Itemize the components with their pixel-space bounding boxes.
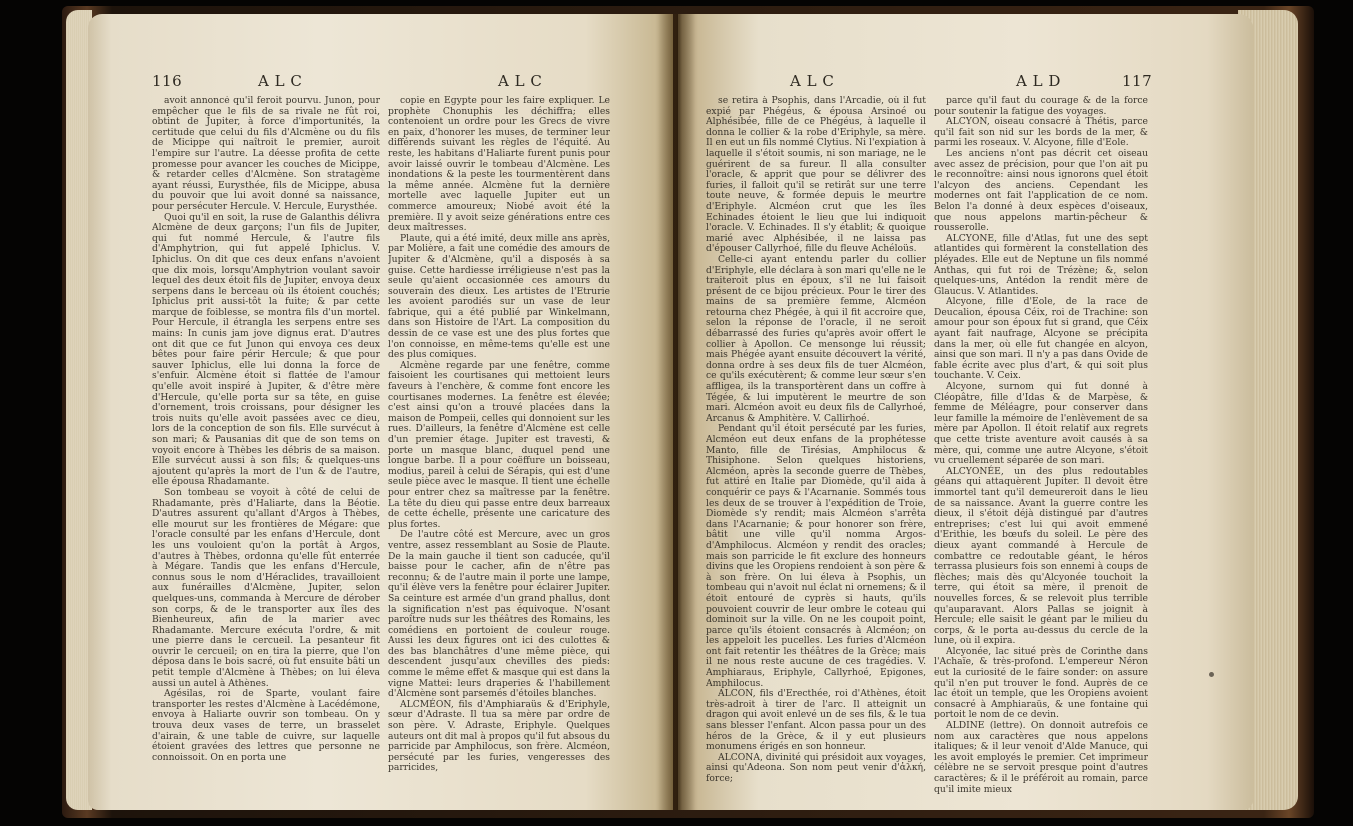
right-column-2 bbox=[934, 96, 1148, 796]
paragraph: Alcyone, fille d'Eole, de la race de Deucalion, épousa Céix, roi de Trachine: son amour pour son époux fut si grand, que Céix ayant fait naufrage, Alcyone se précipita dans la mer, où elle fut changée en alcyon, ainsi que son mari. Il n'y a pas dans Ovide de fable écrite avec plus d'art, & qui soit plus touchante. V. Ceix. bbox=[934, 296, 1148, 382]
paragraph: ALDINE (lettre). On donnoit autrefois ce nom aux caractères que nous appelons italiques; & il leur venoit d'Alde Manuce, qui les avoit employés le premier. Cet imprimeur célèbre ne se servoit presque point d'autres caractères; & il le préféroit au romain, parce qu'il imite mieux bbox=[934, 720, 1148, 795]
paragraph: parce qu'il faut du courage & de la force pour soutenir la fatigue des voyages. bbox=[934, 96, 1148, 117]
paragraph: Son tombeau se voyoit à côté de celui de Rhadamante, près d'Haliarte, dans la Béotie. D'autres assurent qu'allant d'Argos à Thèbes, elle mourut sur les frontières de Mégare: que l'oracle consulté par les enfans d'Hercule, dont les uns vouloient qu'on la portât à Argos, d'autres à Thèbes, ordonna qu'elle fût enterrée à Mégare. Tandis que les enfans d'Hercule, connus sous le nom d'Héraclides, travailloient aux funérailles d'Alcmène, Jupiter, selon quelques-uns, commanda à Mercure de dérober son corps, & de le transporter aux îles des Bienheureux, afin de la marier avec Rhadamante. Mercure exécuta l'ordre, & mit une pierre dans le cercueil. La pesanteur fit ouvrir le cercueil; on en tira la pierre, que l'on déposa dans le bois sacré, où fut ensuite bâti un petit temple d'Alcmène à Thèbes; on lui éleva aussi un autel à Athènes. bbox=[152, 486, 380, 689]
paragraph: ALCYON, oiseau consacré à Thétis, parce qu'il fait son nid sur les bords de la mer, & parmi les roseaux. V. Alcyone, fille d'Eole. bbox=[934, 116, 1148, 149]
right-running-head-1: A L C bbox=[790, 72, 835, 90]
right-page-number: 117 bbox=[1122, 72, 1153, 90]
left-running-head-1: A L C bbox=[258, 72, 303, 90]
paragraph: Pendant qu'il étoit persécuté par les furies, Alcméon eut deux enfans de la prophétesse Manto, fille de Tirésias, Amphilocus & Thisiphone. Selon quelques historiens, Alcméon, après la seconde guerre de Thèbes, fut attiré en Italie par Diomède, qu'il aida à conquérir ce pays & l'Acarnanie. Sommés tous les deux de se trouver à l'expédition de Troie, Diomède s'y rendit; mais Alcméon s'arrêta dans l'Acarnanie; & pour honorer son frère, bâtit une ville qu'il nomma Argos-d'Amphilocus. Alcméon y rendit des oracles; mais son parricide le fit exclure des honneurs divins que les Oropiens rendoient à son père & à son frère. On lui éleva à Psophis, un tombeau qui n'avoit nul éclat ni ornemens; & il étoit entouré de cyprès si hauts, qu'ils pouvoient couvrir de leur ombre le coteau qui dominoit sur la ville. On ne les coupoit point, parce qu'ils étoient consacrés à Alcméon; on les appeloit les pucelles. Les furies d'Alcméon ont fait retentir les théâtres de la Grèce; mais il ne nous reste aucune de ces tragédies. V. Amphiaraus, Eriphyle, Callyrhoé, Epigones, Amphilocus. bbox=[706, 423, 926, 689]
right-page bbox=[678, 14, 1253, 810]
paragraph: Plaute, qui a été imité, deux mille ans après, par Molière, a fait une comédie des amours de Jupiter & d'Alcmène, qu'il a disposés à sa guise. Cette hardiesse irréligieuse n'est pas la seule qu'aient occasionnée ces amours du souverain des dieux. Les artistes de l'Etrurie les avoient parodiés sur un vase de leur fabrique, qui a été publié par Winkelmann, dans son Histoire de l'Art. La composition du dessin de ce vase est une des plus fortes que l'on connoisse, en même-tems qu'elle est une des plus comiques. bbox=[388, 232, 610, 361]
paragraph: Celle-ci ayant entendu parler du collier d'Eriphyle, elle déclara à son mari qu'elle ne le traiteroit plus en époux, s'il ne lui faisoit présent de ce bijou précieux. Pour le tirer des mains de sa première femme, Alcméon retourna chez Phégée, à qui il fit accroire que, selon la réponse de l'oracle, il ne seroit débarrassé des furies qu'après avoir offert le collier à Apollon. Ce mensonge lui réussit; mais Phégée ayant ensuite découvert la vérité, donna ordre à ses deux fils de tuer Alcméon, ce qu'ils exécutèrent; & comme leur sœur s'en affligea, ils la transportèrent dans un coffre à Tégée, & lui imputèrent le meurtre de son mari. Alcméon avoit eu deux fils de Callyrhoé, Arcanus & Amphitère. V. Callirhoé. bbox=[706, 253, 926, 424]
page-speck bbox=[1209, 672, 1214, 677]
paragraph: Agésilas, roi de Sparte, voulant faire transporter les restes d'Alcmène à Lacédémone, envoya à Haliarte ouvrir son tombeau. On y trouva deux vases de terre, un brasselet d'airain, & une table de cuivre, sur laquelle étoient gravées des lettres que personne ne connoissoit. On en porta une bbox=[152, 688, 380, 763]
left-page bbox=[88, 14, 673, 810]
left-page-number: 116 bbox=[152, 72, 183, 90]
paragraph: ALCMÉON, fils d'Amphiaraüs & d'Eriphyle, sœur d'Adraste. Il tua sa mère par ordre de son père. V. Adraste, Eriphyle. Quelques auteurs ont dit mal à propos qu'il fut absous du parricide par Amphilocus, son frère. Alcméon, persécuté par les furies, vengeresses des parricides, bbox=[388, 698, 610, 774]
paragraph: ALCON, fils d'Erecthée, roi d'Athènes, étoit très-adroit à tirer de l'arc. Il atteignit un dragon qui avoit enlevé un de ses fils, & le tua sans blesser l'enfant. Alcon passa pour un des héros de la Grèce, & il y eut plusieurs monumens érigés en son honneur. bbox=[706, 688, 926, 753]
paragraph: copie en Egypte pour les faire expliquer. Le prophète Chonuphis les déchiffra; elles contenoient un ordre pour les Grecs de vivre en paix, d'honorer les muses, de terminer leur différends suivant les règles de l'équité. Au reste, les habitans d'Haliarte furent punis pour avoir laissé ouvrir le tombeau d'Alcmène. Les inondations & la peste les tourmentèrent dans la même année. Alcmène fut la dernière mortelle avec laquelle Jupiter eut un commerce amoureux; Niobé avoit été la première. Il y avoit seize générations entre ces deux maîtresses. bbox=[388, 96, 610, 234]
paragraph: ALCONA, divinité qui présidoit aux voyages, ainsi qu'Adeona. Son nom peut venir d'ἀλκή, force; bbox=[706, 751, 926, 784]
paragraph: ALCYONE, fille d'Atlas, fut une des sept atlantides qui formèrent la constellation des pléyades. Elle eut de Neptune un fils nommé Anthas, qui fut roi de Trézène; &, selon quelques-uns, Antédon la rendit mère de Glaucus. V. Atlantides. bbox=[934, 232, 1148, 297]
paragraph: Alcmène regarde par une fenêtre, comme faisoient les courtisanes qui mettoient leurs faveurs à l'enchère, & comme font encore les courtisanes modernes. La fenêtre est élevée; c'est ainsi qu'on a trouvé placées dans la maison de Pompeii, celles qui donnoient sur les rues. D'ailleurs, la fenêtre d'Alcmène est celle d'un premier étage. Jupiter est travesti, & porte un masque blanc, duquel pend une longue barbe. Il a pour coëffure un boisseau, modius, pareil à celui de Sérapis, qui est d'une seule pièce avec le masque. Il tient une échelle pour entrer chez sa maîtresse par la fenêtre. La tête du dieu qui passe entre deux barreaux de cette échelle, présente une caricature des plus fortes. bbox=[388, 359, 610, 530]
paragraph: ALCYONÉE, un des plus redoutables géans qui attaquèrent Jupiter. Il devoit être immortel tant qu'il demeureroit dans le lieu de sa naissance. Avant la guerre contre les dieux, il s'étoit déjà distingué par d'autres entreprises; c'est lui qui avoit emmené d'Erithie, les bœufs du soleil. Le père des dieux ayant commandé à Hercule de combattre ce redoutable géant, le héros terrassa plusieurs fois son ennemi à coups de flèches; mais dès qu'Alcyonée touchoit la terre, qui étoit sa mère, il prenoit de nouvelles forces, & se relevoit plus terrible qu'auparavant. Alors Pallas se joignit à Hercule; elle saisit le géant par le milieu du corps, & le porta au-dessus du cercle de la lune, où il expira. bbox=[934, 465, 1148, 647]
right-running-head-2: A L D bbox=[1016, 72, 1061, 90]
right-column-1 bbox=[706, 96, 926, 796]
paragraph: Quoi qu'il en soit, la ruse de Galanthis délivra Alcmène de deux garçons; l'un fils de Jupiter, qui fut nommé Hercule, & l'autre fils d'Amphytrion, qui fut appelé Iphiclus. V. Iphiclus. On dit que ces deux enfans n'avoient que dix mois, lorsqu'Amphytrion voulant savoir lequel des deux étoit fils de Jupiter, envoya deux serpens dans le berceau où ils étoient couchés; Iphiclus prit aussi-tôt la fuite; & par cette marque de foiblesse, se montra fils d'un mortel. Pour Hercule, il étrangla les serpens entre ses mains: In cunis jam jove dignus erat. D'autres ont dit que ce fut Junon qui envoya ces deux bêtes pour faire périr Hercule; & que pour sauver Iphiclus, elle lui donna la force de s'enfuir. Alcmène étoit si flattée de l'amour qu'elle avoit inspiré à Jupiter, & d'être mère d'Hercule, qu'elle porta sur sa tête, en guise d'ornement, trois croissans, pour désigner les trois nuits qu'elle avoit passées avec ce dieu, lors de la conception de son fils. Elle survécut à son mari; & Pausanias dit que de son tems on voyoit encore à Thèbes les débris de sa maison. Elle survécut aussi à son fils; & quelques-uns ajoutent qu'après la mort de l'un & de l'autre, elle épousa Rhadamante. bbox=[152, 211, 380, 488]
paragraph: se retira à Psophis, dans l'Arcadie, où il fut expié par Phégéus, & épousa Arsinoé ou Alphésibée, fille de ce Phégéus, à laquelle il donna le collier & la robe d'Eriphyle, sa mère. Il en eut un fils nommé Clytius. Ni l'expiation à laquelle il s'étoit soumis, ni son mariage, ne le guérirent de sa fureur. Il alla consulter l'oracle, & apprit que pour se délivrer des furies, il falloit qu'il se retirât sur une terre toute neuve, & formée depuis le meurtre d'Eriphyle. Alcméon crut que les îles Echinades étoient le lieu que lui indiquoit l'oracle. V. Echinades. Il s'y établit; & quoique marié avec Alphésibée, il ne laissa pas d'épouser Callyrhoé, fille du fleuve Achéloüs. bbox=[706, 96, 926, 255]
paragraph: avoit annoncé qu'il feroit pourvu. Junon, pour empêcher que le fils de sa rivale ne fût roi, obtint de Jupiter, à force d'importunités, la certitude que celui du fils d'Alcmène ou du fils de Micippe qui naîtroit le premier, auroit l'empire sur l'autre. La déesse profita de cette promesse pour avancer les couches de Micippe, & retarder celles d'Alcmène. Son stratagème ayant réussi, Eurysthée, fils de Micippe, abusa du pouvoir que lui avoit donné sa naissance, pour persécuter Hercule. V. Hercule, Eurysthée. bbox=[152, 96, 380, 212]
paragraph: Alcyonée, lac situé près de Corinthe dans l'Achaïe, & très-profond. L'empereur Néron eut la curiosité de le faire sonder: on assure qu'il n'en put trouver le fond. Auprès de ce lac étoit un temple, que les Oropiens avoient consacré à Amphiaraüs, & une fontaine qui portoit le nom de ce devin. bbox=[934, 645, 1148, 721]
paragraph: De l'autre côté est Mercure, avec un gros ventre, assez ressemblant au Sosie de Plaute. De la main gauche il tient son caducée, qu'il baisse pour le cacher, afin de n'être pas reconnu; & de l'autre main il porte une lampe, qu'il élève vers la fenêtre pour éclairer Jupiter. Sa ceinture est armée d'un grand phallus, dont la signification n'est pas équivoque. N'osant paroître nuds sur les théâtres des Romains, les comédiens en portoient de couleur rouge. Aussi les deux figures ont ici des culottes & des bas blanchâtres d'une même pièce, qui descendent jusqu'aux chevilles des pieds: comme le même effet & masque qui est dans la vigne Mattei: leurs draperies & l'habillement d'Alcmène sont parsemés d'étoiles blanches. bbox=[388, 529, 610, 700]
left-running-head-2: A L C bbox=[498, 72, 543, 90]
paragraph: Les anciens n'ont pas décrit cet oiseau avec assez de précision, pour que l'on ait pu le reconnoître: ainsi nous ignorons quel étoit l'alcyon des anciens. Cependant les modernes ont fait l'application de ce nom. Belon l'a donné à deux espèces d'oiseaux, que nous appelons martin-pêcheur & rousserolle. bbox=[934, 147, 1148, 234]
paragraph: Alcyone, surnom qui fut donné à Cléopâtre, fille d'Idas & de Marpèse, & femme de Méléagre, pour conserver dans leur famille la mémoire de l'enlèvement de sa mère par Apollon. Il étoit relatif aux regrets que cette triste aventure avoit causés à sa mère, qui, comme une autre Alcyone, s'étoit vu cruellement séparée de son mari. bbox=[934, 381, 1148, 467]
left-column-1 bbox=[152, 96, 380, 796]
left-column-2 bbox=[388, 96, 610, 796]
